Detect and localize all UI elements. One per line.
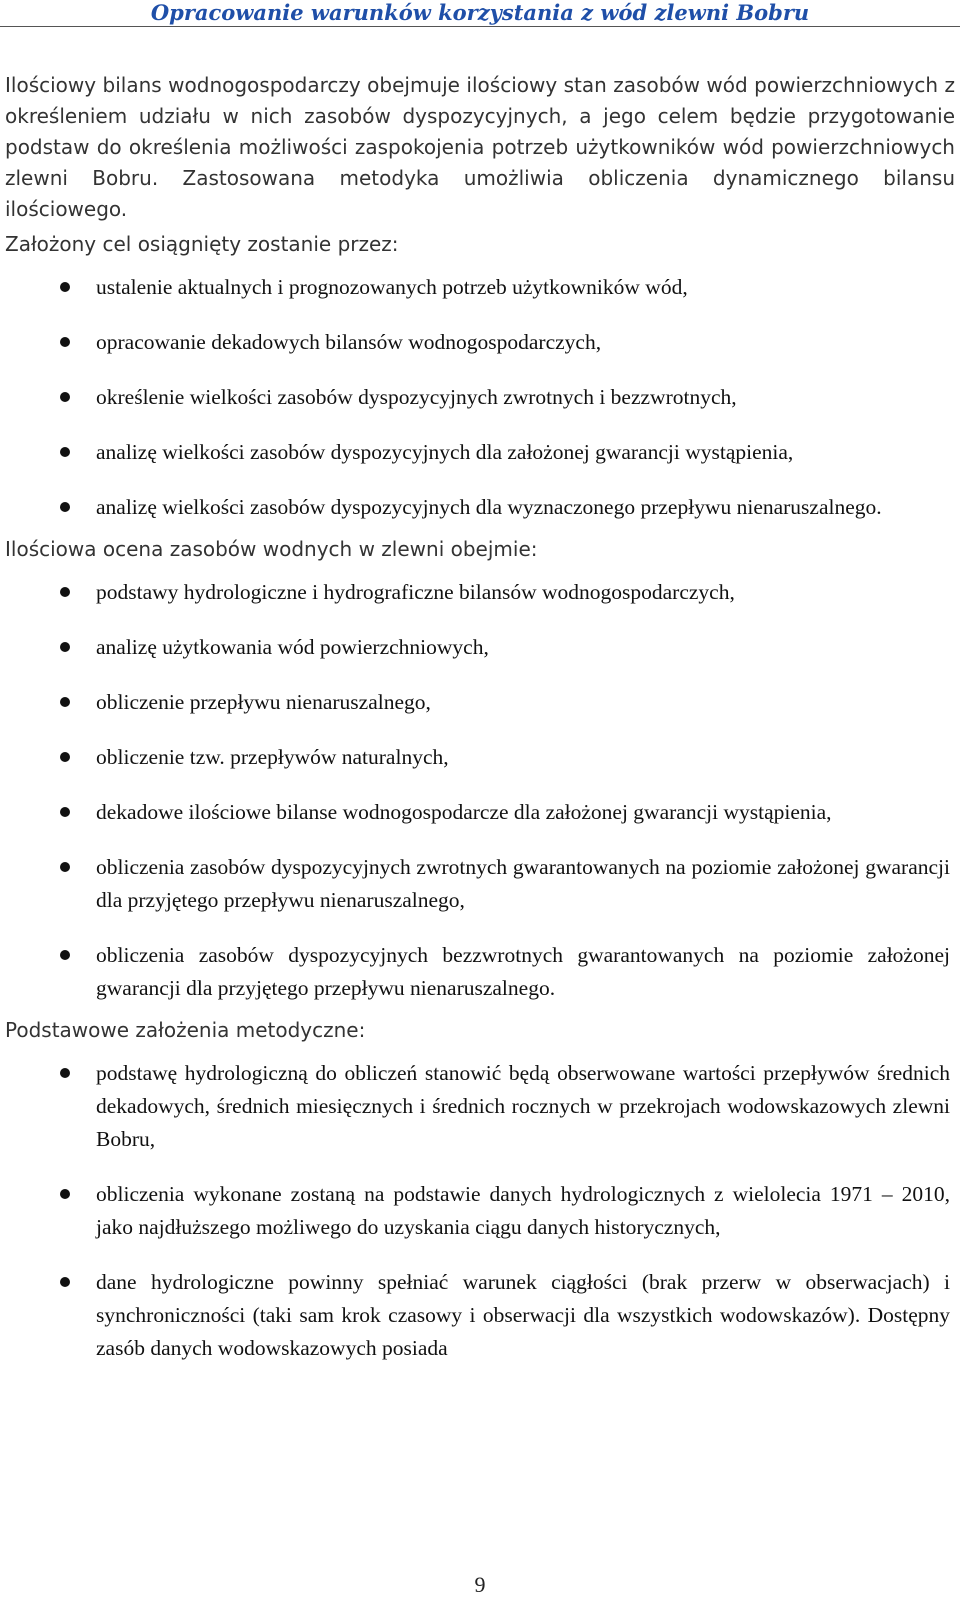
header-title: Opracowanie warunków korzystania z wód zlewni Bobru	[150, 0, 810, 25]
bullet-icon	[60, 697, 70, 707]
list-item	[5, 796, 955, 829]
methodology-list	[5, 1057, 955, 1365]
bullet-icon	[60, 392, 70, 402]
list-item	[5, 851, 955, 917]
bullet-icon	[60, 862, 70, 872]
list-item-text: podstawę hydrologiczną do obliczeń stanowić będą obserwowane wartości przepływów średnich dekadowych, średnich miesięcznych i średnich rocznych w przekrojach wodowskazowych zlewni Bobru,	[96, 1061, 950, 1151]
page-number: 9	[474, 1572, 486, 1597]
list-item	[5, 326, 955, 359]
bullet-icon	[60, 1189, 70, 1199]
list-item	[5, 741, 955, 774]
list-item	[5, 631, 955, 664]
bullet-icon	[60, 282, 70, 292]
list-item-text: analizę wielkości zasobów dyspozycyjnych dla założonej gwarancji wystąpienia,	[96, 440, 794, 464]
bullet-icon	[60, 1068, 70, 1078]
intro-paragraph: Ilościowy bilans wodnogospodarczy obejmuje ilościowy stan zasobów wód powierzchniowych z określeniem udziału w nich zasobów dyspozycyjnych, a jego celem będzie przygotowanie podstaw do określenia możliwości zaspokojenia potrzeb użytkowników wód powierzchniowych zlewni Bobru. Zastosowana metodyka umożliwia obliczenia dynamicznego bilansu ilościowego.	[5, 73, 955, 221]
list-item-text: podstawy hydrologiczne i hydrograficzne bilansów wodnogospodarczych,	[96, 580, 735, 604]
list-item	[5, 271, 955, 304]
goal-list	[5, 271, 955, 524]
document-body	[5, 70, 955, 1365]
list-item-text: opracowanie dekadowych bilansów wodnogospodarczych,	[96, 330, 602, 354]
list-item	[5, 686, 955, 719]
list-item	[5, 1057, 955, 1156]
list-item-text: obliczenia wykonane zostaną na podstawie danych hydrologicznych z wielolecia 1971 – 2010, jako najdłuższego możliwego do uzyskania ciągu danych historycznych,	[96, 1182, 950, 1239]
bullet-icon	[60, 447, 70, 457]
bullet-icon	[60, 950, 70, 960]
list-item-text: obliczenie przepływu nienaruszalnego,	[96, 690, 431, 714]
page-header	[0, 0, 960, 27]
bullet-icon	[60, 587, 70, 597]
list-item	[5, 1266, 955, 1365]
bullet-icon	[60, 807, 70, 817]
list-item-text: określenie wielkości zasobów dyspozycyjnych zwrotnych i bezzwrotnych,	[96, 385, 737, 409]
list-item-text: analizę wielkości zasobów dyspozycyjnych dla wyznaczonego przepływu nienaruszalnego.	[96, 495, 882, 519]
section-lead-assessment: Ilościowa ocena zasobów wodnych w zlewni obejmie:	[5, 537, 538, 561]
list-item-text: dekadowe ilościowe bilanse wodnogospodarcze dla założonej gwarancji wystąpienia,	[96, 800, 832, 824]
bullet-icon	[60, 642, 70, 652]
bullet-icon	[60, 337, 70, 347]
list-item	[5, 576, 955, 609]
list-item	[5, 1178, 955, 1244]
list-item-text: analizę użytkowania wód powierzchniowych,	[96, 635, 489, 659]
bullet-icon	[60, 502, 70, 512]
list-item-text: obliczenia zasobów dyspozycyjnych bezzwrotnych gwarantowanych na poziomie założonej gwarancji dla przyjętego przepływu nienaruszalnego.	[96, 943, 950, 1000]
list-item	[5, 436, 955, 469]
bullet-icon	[60, 752, 70, 762]
list-item-text: ustalenie aktualnych i prognozowanych potrzeb użytkowników wód,	[96, 275, 688, 299]
list-item	[5, 939, 955, 1005]
list-item-text: dane hydrologiczne powinny spełniać warunek ciągłości (brak przerw w obserwacjach) i synchroniczności (taki sam krok czasowy i obserwacji dla wszystkich wodowskazów). Dostępny zasób danych wodowskazowych posiada	[96, 1270, 950, 1360]
list-item-text: obliczenia zasobów dyspozycyjnych zwrotnych gwarantowanych na poziomie założonej gwarancji dla przyjętego przepływu nienaruszalnego,	[96, 855, 950, 912]
bullet-icon	[60, 1277, 70, 1287]
list-item	[5, 491, 955, 524]
assessment-list	[5, 576, 955, 1005]
section-lead-methodology: Podstawowe założenia metodyczne:	[5, 1018, 366, 1042]
list-item	[5, 381, 955, 414]
list-item-text: obliczenie tzw. przepływów naturalnych,	[96, 745, 449, 769]
section-lead-goal: Założony cel osiągnięty zostanie przez:	[5, 232, 399, 256]
